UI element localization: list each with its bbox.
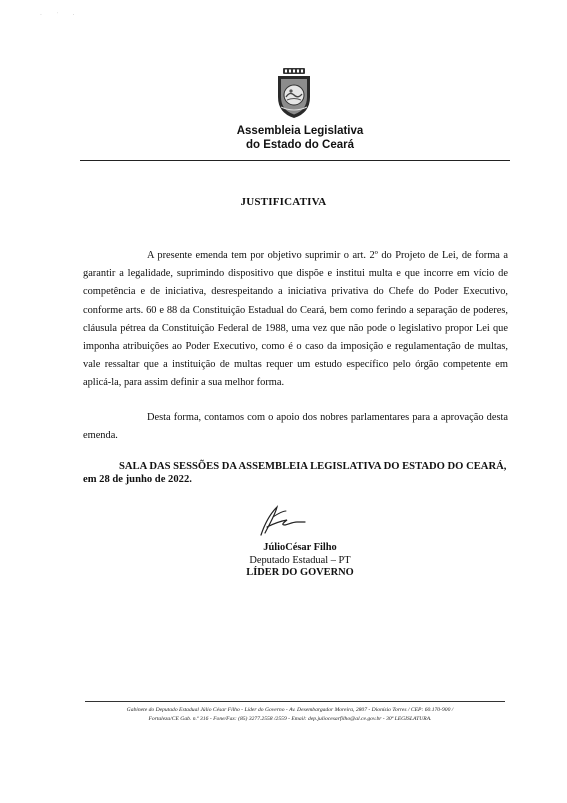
- justification-paragraph-2: [83, 409, 508, 445]
- footer-divider: [85, 701, 505, 702]
- session-room-statement: [83, 460, 513, 486]
- header-divider: [80, 160, 510, 161]
- org-line-1: Assembleia Legislativa: [236, 125, 364, 137]
- coat-of-arms-seal-icon: [274, 67, 314, 119]
- signer-title: LÍDER DO GOVERNO: [246, 567, 354, 578]
- organization-name: [200, 124, 400, 152]
- signer-role: Deputado Estadual – PT: [249, 554, 351, 566]
- scan-artifact: · ˙ ·: [40, 12, 81, 19]
- paragraph-2-text: Desta forma, contamos com o apoio dos nobres parlamentares para a aprovação desta emenda.: [83, 412, 508, 442]
- footer-line-2: Fortaleza/CE Gab. n.º 316 - Fone/Fax: (85) 3277.2558 /2559 - Email: dep.juliocesarfilho@al.ce.gov.br - 30ª LEGISLATURA.: [148, 716, 432, 722]
- sala-date-line: em 28 de junho de 2022.: [83, 474, 192, 485]
- signer-block: [235, 542, 365, 580]
- paragraph-1-text: A presente emenda tem por objetivo suprimir o art. 2º do Projeto de Lei, de forma a garantir a legalidade, suprimindo dispositivo que dispõe e institui multa e que incorre em vício de competência e de iniciativa, desrespeitando a iniciativa privativa do Chefe do Poder Executivo, conforme arts. 60 e 88 da Constituição Estadual do Ceará, bem como ferindo a separação de poderes, cláusula pétrea da Constituição Federal de 1988, uma vez que não pode o legislativo propor Lei que imponha atribuições ao Poder Executivo, como é o caso da imposição e regulamentação de multas, vale ressaltar que a instituição de multas requer um estudo específico pelo órgão competente em aplicá-la, para assim definir a sua melhor forma.: [83, 250, 508, 389]
- sala-line-1: SALA DAS SESSÕES DA ASSEMBLEIA LEGISLATIVA DO ESTADO DO CEARÁ,: [119, 461, 507, 472]
- justification-paragraph-1: [83, 247, 508, 393]
- handwritten-signature: [253, 503, 313, 539]
- signer-name: JúlioCésar Filho: [263, 542, 337, 553]
- document-title: JUSTIFICATIVA: [240, 196, 327, 208]
- footer-line-1: Gabinete do Deputado Estadual Júlio César Filho - Líder do Governo - Av. Desembargador Moreira, 2807 - Dionísio Torres / CEP: 60.170-900 /: [126, 707, 454, 713]
- footer-address: [70, 706, 510, 724]
- org-line-2: do Estado do Ceará: [246, 139, 354, 151]
